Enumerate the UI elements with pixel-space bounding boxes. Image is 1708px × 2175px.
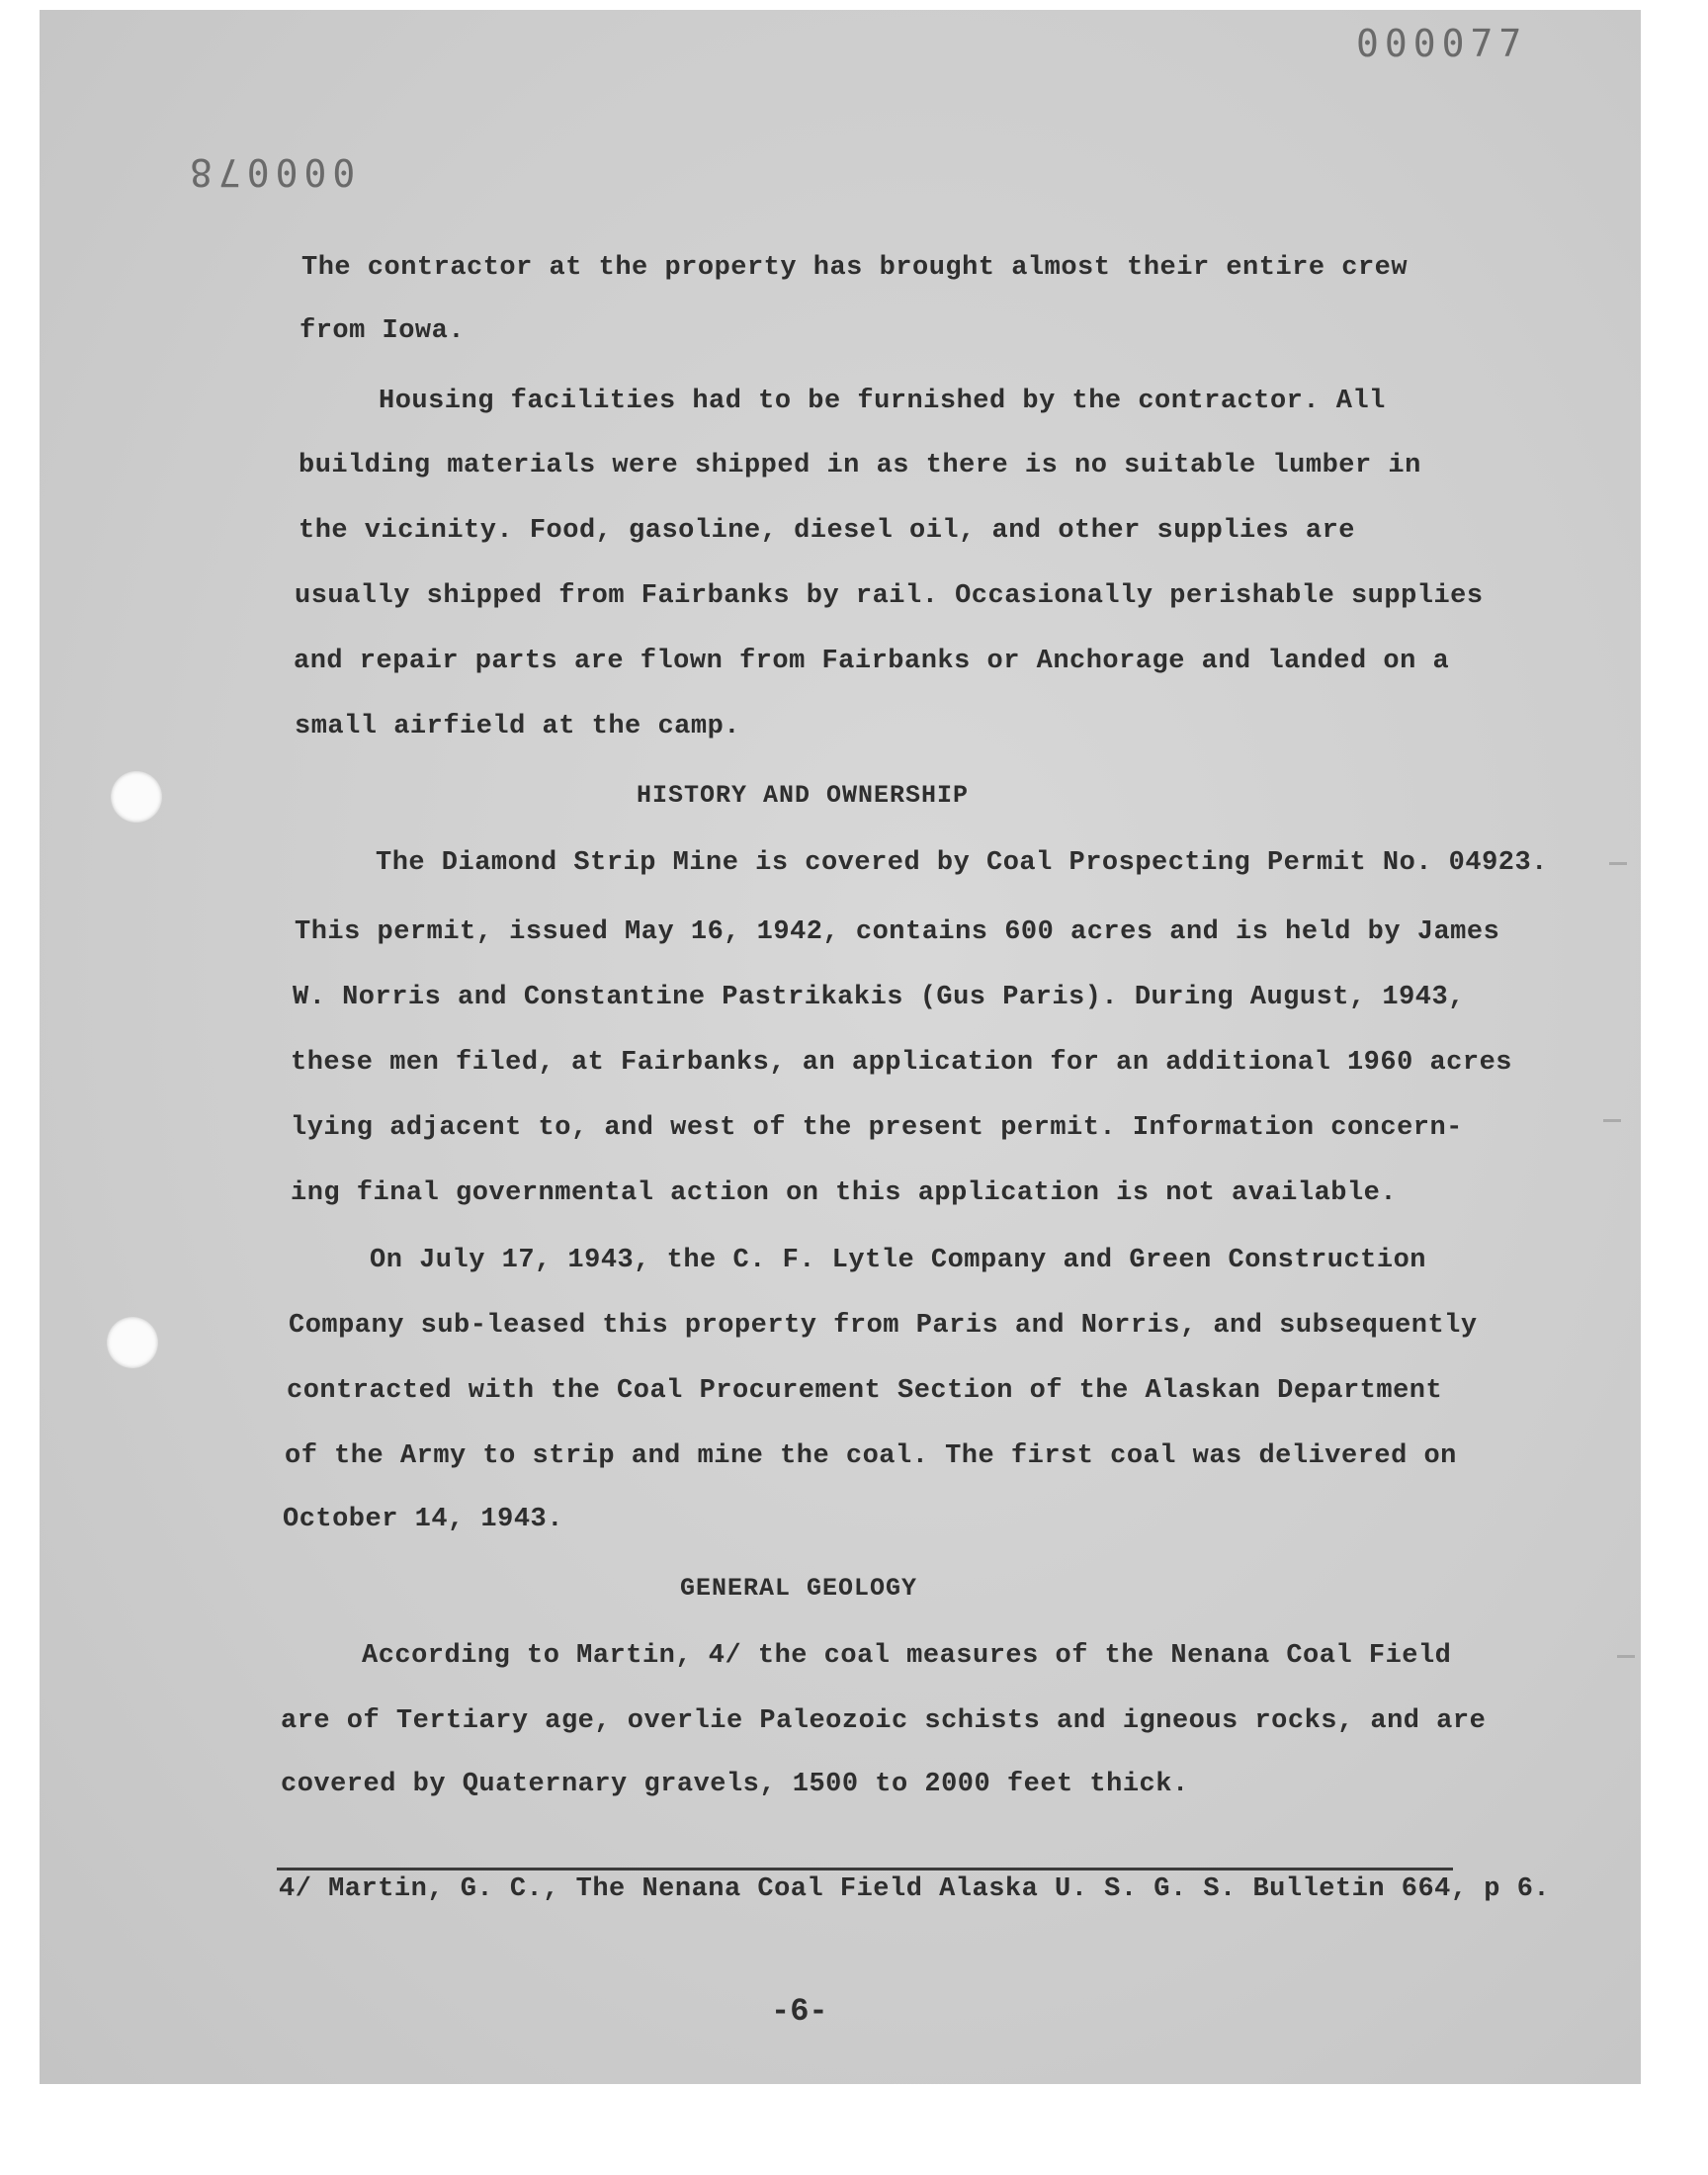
text-line: Company sub-leased this property from Paris and Norris, and subsequently: [289, 1311, 1478, 1341]
punch-hole-bottom: [107, 1317, 158, 1368]
text-line: small airfield at the camp.: [295, 712, 740, 741]
text-line: ing final governmental action on this application is not available.: [291, 1178, 1398, 1208]
text-line: from Iowa.: [299, 316, 466, 346]
text-line: On July 17, 1943, the C. F. Lytle Company and Green Construction: [370, 1246, 1426, 1275]
text-line: these men filed, at Fairbanks, an application for an additional 1960 acres: [291, 1048, 1512, 1078]
text-line: of the Army to strip and mine the coal. The first coal was delivered on: [285, 1441, 1457, 1471]
punch-hole-top: [111, 771, 162, 823]
page-number: -6-: [771, 1993, 828, 2030]
text-line: and repair parts are flown from Fairbanks or Anchorage and landed on a: [294, 647, 1450, 676]
text-line: The contractor at the property has brought almost their entire crew: [301, 253, 1409, 283]
scan-mark: [1609, 862, 1627, 865]
footnote: 4/ Martin, G. C., The Nenana Coal Field Alaska U. S. G. S. Bulletin 664, p 6.: [279, 1874, 1551, 1904]
section-heading-history: HISTORY AND OWNERSHIP: [637, 781, 970, 810]
text-line: the vicinity. Food, gasoline, diesel oil, and other supplies are: [299, 516, 1355, 546]
text-line: building materials were shipped in as there is no suitable lumber in: [299, 451, 1421, 480]
text-line: Housing facilities had to be furnished by the contractor. All: [379, 387, 1386, 416]
text-line: According to Martin, 4/ the coal measures of the Nenana Coal Field: [362, 1641, 1452, 1671]
document-id-stamp: 000077: [1356, 22, 1528, 65]
footnote-rule: [277, 1868, 1453, 1870]
document-id-stamp-inverted: 000078: [184, 150, 356, 194]
text-line: lying adjacent to, and west of the present permit. Information concern-: [291, 1113, 1463, 1143]
scan-mark: [1603, 1119, 1621, 1122]
section-heading-geology: GENERAL GEOLOGY: [680, 1574, 918, 1603]
text-line: usually shipped from Fairbanks by rail. Occasionally perishable supplies: [295, 581, 1484, 611]
text-line: are of Tertiary age, overlie Paleozoic schists and igneous rocks, and are: [281, 1706, 1487, 1736]
text-line: This permit, issued May 16, 1942, contains 600 acres and is held by James: [295, 917, 1500, 947]
scan-mark: [1617, 1655, 1635, 1658]
text-line: W. Norris and Constantine Pastrikakis (Gus Paris). During August, 1943,: [293, 983, 1465, 1012]
text-line: covered by Quaternary gravels, 1500 to 2000 feet thick.: [281, 1770, 1189, 1799]
text-line: contracted with the Coal Procurement Section of the Alaskan Department: [287, 1376, 1443, 1406]
text-line: The Diamond Strip Mine is covered by Coal Prospecting Permit No. 04923.: [376, 848, 1548, 878]
text-line: October 14, 1943.: [283, 1505, 563, 1534]
